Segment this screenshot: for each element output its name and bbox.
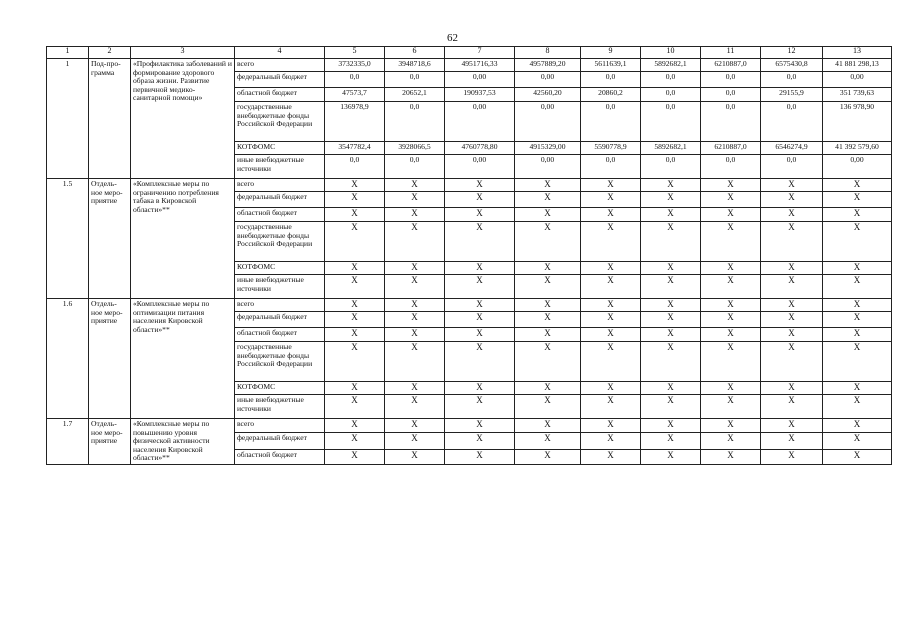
value-cell: Х xyxy=(385,382,445,395)
value-cell: Х xyxy=(761,432,823,449)
value-cell: 5590778,9 xyxy=(581,142,641,155)
value-cell: Х xyxy=(385,179,445,192)
value-cell: 0,0 xyxy=(385,102,445,142)
value-cell: 41 392 579,60 xyxy=(823,142,892,155)
item-number: 1 xyxy=(47,59,89,179)
value-cell: Х xyxy=(761,192,823,208)
funding-source: всего xyxy=(235,59,325,72)
value-cell: Х xyxy=(641,299,701,312)
value-cell: Х xyxy=(641,395,701,419)
value-cell: Х xyxy=(385,275,445,299)
value-cell: Х xyxy=(385,222,445,262)
value-cell: Х xyxy=(325,192,385,208)
value-cell: 4760778,80 xyxy=(445,142,515,155)
table-row xyxy=(47,419,892,433)
value-cell: Х xyxy=(515,328,581,342)
value-cell: Х xyxy=(641,312,701,328)
value-cell: 0,0 xyxy=(641,102,701,142)
value-cell: Х xyxy=(761,328,823,342)
item-name: «Комплексные меры по повышению уровня физической активности населения Кировской области»** xyxy=(131,419,235,465)
value-cell: Х xyxy=(701,312,761,328)
value-cell: Х xyxy=(515,299,581,312)
value-cell: Х xyxy=(445,382,515,395)
funding-source: КОТФОМС xyxy=(235,262,325,275)
value-cell: Х xyxy=(641,432,701,449)
value-cell: Х xyxy=(581,342,641,382)
value-cell: 0,0 xyxy=(761,102,823,142)
funding-source: всего xyxy=(235,179,325,192)
value-cell: 5892682,1 xyxy=(641,59,701,72)
value-cell: 3732335,0 xyxy=(325,59,385,72)
value-cell: 0,0 xyxy=(641,155,701,179)
value-cell: Х xyxy=(325,312,385,328)
value-cell: Х xyxy=(581,275,641,299)
value-cell: Х xyxy=(701,192,761,208)
value-cell: 0,0 xyxy=(581,155,641,179)
item-name: «Профилактика заболеваний и формирование здорового образа жизни. Развитие первичной медико-санитарной помощи» xyxy=(131,59,235,179)
value-cell: Х xyxy=(581,262,641,275)
value-cell: Х xyxy=(823,222,892,262)
value-cell: 0,0 xyxy=(385,72,445,88)
budget-table xyxy=(46,46,892,465)
value-cell: 42560,20 xyxy=(515,88,581,102)
value-cell: Х xyxy=(641,222,701,262)
value-cell: Х xyxy=(515,432,581,449)
value-cell: Х xyxy=(325,419,385,433)
value-cell: Х xyxy=(515,222,581,262)
value-cell: Х xyxy=(515,262,581,275)
value-cell: 41 881 298,13 xyxy=(823,59,892,72)
value-cell: Х xyxy=(581,449,641,464)
value-cell: Х xyxy=(761,179,823,192)
value-cell: 6575430,8 xyxy=(761,59,823,72)
value-cell: Х xyxy=(515,192,581,208)
value-cell: Х xyxy=(761,382,823,395)
value-cell: Х xyxy=(701,222,761,262)
value-cell: Х xyxy=(445,312,515,328)
column-header: 9 xyxy=(581,47,641,59)
value-cell: Х xyxy=(385,449,445,464)
value-cell: 0,0 xyxy=(701,88,761,102)
value-cell: Х xyxy=(515,208,581,222)
value-cell: Х xyxy=(823,432,892,449)
value-cell: Х xyxy=(701,382,761,395)
value-cell: 0,0 xyxy=(701,72,761,88)
column-header: 4 xyxy=(235,47,325,59)
value-cell: 0,00 xyxy=(823,72,892,88)
value-cell: Х xyxy=(325,222,385,262)
funding-source: всего xyxy=(235,299,325,312)
value-cell: Х xyxy=(445,179,515,192)
value-cell: Х xyxy=(445,449,515,464)
value-cell: Х xyxy=(445,299,515,312)
value-cell: Х xyxy=(823,192,892,208)
value-cell: Х xyxy=(581,419,641,433)
value-cell: Х xyxy=(761,395,823,419)
item-name: «Комплексные меры по оптимизации питания населения Кировской области»** xyxy=(131,299,235,419)
value-cell: Х xyxy=(701,179,761,192)
value-cell: 3547782,4 xyxy=(325,142,385,155)
value-cell: Х xyxy=(641,419,701,433)
value-cell: Х xyxy=(823,179,892,192)
value-cell: Х xyxy=(325,328,385,342)
item-type: Отдель-ное меро-приятие xyxy=(89,299,131,419)
value-cell: Х xyxy=(325,432,385,449)
value-cell: 0,0 xyxy=(761,155,823,179)
value-cell: Х xyxy=(823,262,892,275)
value-cell: 0,0 xyxy=(641,72,701,88)
value-cell: Х xyxy=(385,192,445,208)
value-cell: 20860,2 xyxy=(581,88,641,102)
value-cell: 4915329,00 xyxy=(515,142,581,155)
value-cell: Х xyxy=(761,299,823,312)
value-cell: Х xyxy=(761,312,823,328)
funding-source: государственные внебюджетные фонды Российской Федерации xyxy=(235,222,325,262)
value-cell: Х xyxy=(823,208,892,222)
value-cell: Х xyxy=(515,419,581,433)
value-cell: Х xyxy=(445,395,515,419)
value-cell: 0,00 xyxy=(515,102,581,142)
value-cell: Х xyxy=(325,342,385,382)
value-cell: Х xyxy=(641,275,701,299)
funding-source: областной бюджет xyxy=(235,208,325,222)
value-cell: Х xyxy=(823,275,892,299)
item-number: 1.5 xyxy=(47,179,89,299)
value-cell: Х xyxy=(761,222,823,262)
value-cell: Х xyxy=(701,419,761,433)
value-cell: 0,00 xyxy=(823,155,892,179)
value-cell: Х xyxy=(701,432,761,449)
value-cell: 0,0 xyxy=(581,102,641,142)
value-cell: 0,00 xyxy=(445,102,515,142)
item-number: 1.7 xyxy=(47,419,89,465)
value-cell: Х xyxy=(581,312,641,328)
value-cell: Х xyxy=(581,179,641,192)
column-header: 10 xyxy=(641,47,701,59)
value-cell: 0,0 xyxy=(325,72,385,88)
item-type: Под-про-грамма xyxy=(89,59,131,179)
value-cell: Х xyxy=(823,312,892,328)
value-cell: Х xyxy=(445,419,515,433)
value-cell: Х xyxy=(823,299,892,312)
value-cell: Х xyxy=(325,382,385,395)
value-cell: Х xyxy=(515,395,581,419)
value-cell: Х xyxy=(385,432,445,449)
value-cell: Х xyxy=(325,262,385,275)
value-cell: Х xyxy=(325,208,385,222)
value-cell: Х xyxy=(641,179,701,192)
value-cell: Х xyxy=(581,208,641,222)
value-cell: Х xyxy=(445,342,515,382)
funding-source: государственные внебюджетные фонды Российской Федерации xyxy=(235,342,325,382)
value-cell: 4951716,33 xyxy=(445,59,515,72)
value-cell: Х xyxy=(515,449,581,464)
value-cell: Х xyxy=(823,342,892,382)
value-cell: Х xyxy=(823,395,892,419)
value-cell: Х xyxy=(761,419,823,433)
value-cell: 0,0 xyxy=(701,155,761,179)
value-cell: 47573,7 xyxy=(325,88,385,102)
value-cell: Х xyxy=(641,342,701,382)
column-header: 5 xyxy=(325,47,385,59)
value-cell: Х xyxy=(445,275,515,299)
value-cell: Х xyxy=(641,382,701,395)
funding-source: государственные внебюджетные фонды Российской Федерации xyxy=(235,102,325,142)
funding-source: областной бюджет xyxy=(235,449,325,464)
funding-source: федеральный бюджет xyxy=(235,192,325,208)
value-cell: 0,0 xyxy=(761,72,823,88)
value-cell: Х xyxy=(581,299,641,312)
funding-source: областной бюджет xyxy=(235,88,325,102)
value-cell: 5892682,1 xyxy=(641,142,701,155)
value-cell: Х xyxy=(701,449,761,464)
value-cell: Х xyxy=(445,262,515,275)
value-cell: Х xyxy=(385,419,445,433)
value-cell: 0,00 xyxy=(445,155,515,179)
value-cell: 3928066,5 xyxy=(385,142,445,155)
item-name: «Комплексные меры по ограничению потребления табака в Кировской области»** xyxy=(131,179,235,299)
value-cell: Х xyxy=(581,222,641,262)
table-row xyxy=(47,59,892,72)
value-cell: Х xyxy=(761,449,823,464)
value-cell: Х xyxy=(581,192,641,208)
value-cell: 5611639,1 xyxy=(581,59,641,72)
value-cell: 29155,9 xyxy=(761,88,823,102)
value-cell: 0,00 xyxy=(515,155,581,179)
value-cell: Х xyxy=(325,179,385,192)
value-cell: Х xyxy=(515,179,581,192)
value-cell: Х xyxy=(325,449,385,464)
funding-source: федеральный бюджет xyxy=(235,432,325,449)
column-header: 7 xyxy=(445,47,515,59)
value-cell: Х xyxy=(761,275,823,299)
header-row xyxy=(47,47,892,59)
value-cell: Х xyxy=(325,275,385,299)
value-cell: 0,0 xyxy=(641,88,701,102)
value-cell: 0,0 xyxy=(581,72,641,88)
value-cell: Х xyxy=(823,419,892,433)
value-cell: 6546274,9 xyxy=(761,142,823,155)
value-cell: Х xyxy=(823,328,892,342)
value-cell: 0,0 xyxy=(325,155,385,179)
value-cell: 6210887,0 xyxy=(701,142,761,155)
table-row xyxy=(47,299,892,312)
value-cell: 0,0 xyxy=(385,155,445,179)
value-cell: Х xyxy=(385,395,445,419)
value-cell: 3948718,6 xyxy=(385,59,445,72)
value-cell: 190937,53 xyxy=(445,88,515,102)
value-cell: Х xyxy=(325,395,385,419)
funding-source: КОТФОМС xyxy=(235,142,325,155)
funding-source: всего xyxy=(235,419,325,433)
column-header: 13 xyxy=(823,47,892,59)
value-cell: Х xyxy=(445,192,515,208)
item-type: Отдель-ное меро-приятие xyxy=(89,419,131,465)
page-number: 62 xyxy=(447,32,458,44)
funding-source: КОТФОМС xyxy=(235,382,325,395)
column-header: 12 xyxy=(761,47,823,59)
value-cell: 136 978,90 xyxy=(823,102,892,142)
column-header: 8 xyxy=(515,47,581,59)
value-cell: Х xyxy=(701,208,761,222)
value-cell: Х xyxy=(445,328,515,342)
value-cell: Х xyxy=(823,449,892,464)
item-number: 1.6 xyxy=(47,299,89,419)
value-cell: Х xyxy=(385,312,445,328)
value-cell: Х xyxy=(641,262,701,275)
value-cell: Х xyxy=(701,275,761,299)
value-cell: Х xyxy=(385,208,445,222)
value-cell: Х xyxy=(701,328,761,342)
value-cell: 136978,9 xyxy=(325,102,385,142)
column-header: 1 xyxy=(47,47,89,59)
funding-source: иные внебюджетные источники xyxy=(235,395,325,419)
funding-source: федеральный бюджет xyxy=(235,312,325,328)
value-cell: Х xyxy=(641,449,701,464)
value-cell: Х xyxy=(445,432,515,449)
value-cell: 20652,1 xyxy=(385,88,445,102)
value-cell: Х xyxy=(701,342,761,382)
value-cell: Х xyxy=(445,208,515,222)
column-header: 6 xyxy=(385,47,445,59)
value-cell: Х xyxy=(701,395,761,419)
value-cell: Х xyxy=(515,312,581,328)
value-cell: Х xyxy=(581,432,641,449)
value-cell: 0,00 xyxy=(445,72,515,88)
value-cell: Х xyxy=(385,262,445,275)
value-cell: Х xyxy=(641,192,701,208)
value-cell: 0,00 xyxy=(515,72,581,88)
value-cell: Х xyxy=(325,299,385,312)
funding-source: иные внебюджетные источники xyxy=(235,155,325,179)
value-cell: Х xyxy=(385,299,445,312)
value-cell: Х xyxy=(641,208,701,222)
column-header: 2 xyxy=(89,47,131,59)
value-cell: Х xyxy=(581,382,641,395)
value-cell: Х xyxy=(515,342,581,382)
value-cell: 351 739,63 xyxy=(823,88,892,102)
value-cell: Х xyxy=(761,342,823,382)
value-cell: Х xyxy=(581,328,641,342)
value-cell: 4957889,20 xyxy=(515,59,581,72)
value-cell: Х xyxy=(761,262,823,275)
value-cell: Х xyxy=(385,328,445,342)
value-cell: Х xyxy=(445,222,515,262)
column-header: 11 xyxy=(701,47,761,59)
value-cell: Х xyxy=(701,299,761,312)
value-cell: Х xyxy=(823,382,892,395)
funding-source: областной бюджет xyxy=(235,328,325,342)
funding-source: федеральный бюджет xyxy=(235,72,325,88)
value-cell: Х xyxy=(641,328,701,342)
value-cell: Х xyxy=(385,342,445,382)
funding-source: иные внебюджетные источники xyxy=(235,275,325,299)
column-header: 3 xyxy=(131,47,235,59)
value-cell: Х xyxy=(581,395,641,419)
value-cell: Х xyxy=(515,275,581,299)
value-cell: Х xyxy=(761,208,823,222)
value-cell: 6210887,0 xyxy=(701,59,761,72)
table-row xyxy=(47,179,892,192)
value-cell: Х xyxy=(515,382,581,395)
value-cell: 0,0 xyxy=(701,102,761,142)
value-cell: Х xyxy=(701,262,761,275)
item-type: Отдель-ное меро-приятие xyxy=(89,179,131,299)
